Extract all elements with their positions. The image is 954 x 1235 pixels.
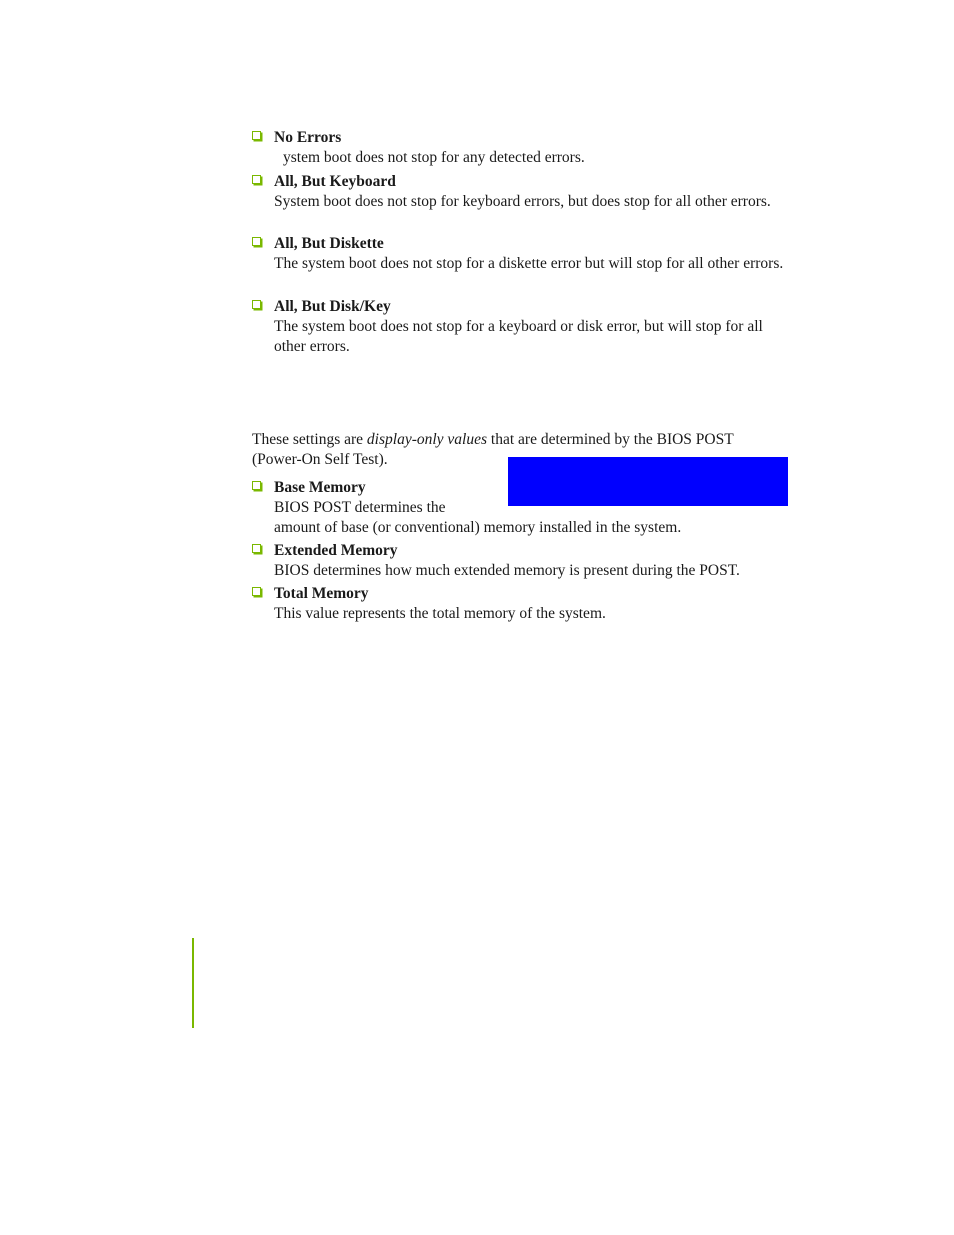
option-title: All, But Keyboard bbox=[274, 173, 396, 190]
checkbox-bullet-icon bbox=[252, 131, 261, 140]
option-description: System boot does not stop for keyboard errors, but does stop for all other errors. bbox=[274, 193, 771, 210]
checkbox-bullet-icon bbox=[252, 175, 261, 184]
option-description: The system boot does not stop for a keyboard or disk error, but will stop for all other errors. bbox=[274, 318, 763, 355]
list-item-total-memory bbox=[252, 584, 792, 624]
list-item-all-but-diskette bbox=[252, 234, 792, 274]
checkbox-bullet-icon bbox=[252, 544, 261, 553]
option-description: The system boot does not stop for a diskette error but will stop for all other errors. bbox=[274, 255, 784, 272]
list-item-all-but-disk-key bbox=[252, 297, 792, 356]
option-description: BIOS determines how much extended memory is present during the POST. bbox=[274, 562, 740, 579]
option-title: All, But Disk/Key bbox=[274, 298, 391, 315]
option-description bbox=[274, 498, 792, 537]
option-title: No Errors bbox=[274, 129, 342, 146]
description-line: BIOS POST determines the bbox=[274, 499, 446, 516]
option-title: Base Memory bbox=[274, 479, 366, 496]
list-item-base-memory bbox=[252, 478, 792, 537]
list-item-extended-memory bbox=[252, 541, 792, 581]
option-description: This value represents the total memory of the system. bbox=[274, 605, 606, 622]
description-line: amount of base (or conventional) memory installed in the system. bbox=[274, 518, 682, 536]
option-title: Total Memory bbox=[274, 585, 369, 602]
list-item-all-but-keyboard bbox=[252, 172, 792, 212]
option-description: ystem boot does not stop for any detected errors. bbox=[283, 149, 585, 166]
list-item-no-errors bbox=[252, 128, 792, 168]
checkbox-bullet-icon bbox=[252, 481, 261, 490]
checkbox-bullet-icon bbox=[252, 237, 261, 246]
margin-change-bar bbox=[192, 938, 194, 1028]
checkbox-bullet-icon bbox=[252, 300, 261, 309]
option-title: All, But Diskette bbox=[274, 235, 384, 252]
intro-emphasis: display-only values bbox=[366, 431, 488, 448]
intro-text: These settings are bbox=[252, 431, 367, 448]
intro-text-cont: that are determined by the BIOS POST (Power-On Self Test). bbox=[252, 431, 734, 468]
option-title: Extended Memory bbox=[274, 542, 398, 559]
checkbox-bullet-icon bbox=[252, 587, 261, 596]
